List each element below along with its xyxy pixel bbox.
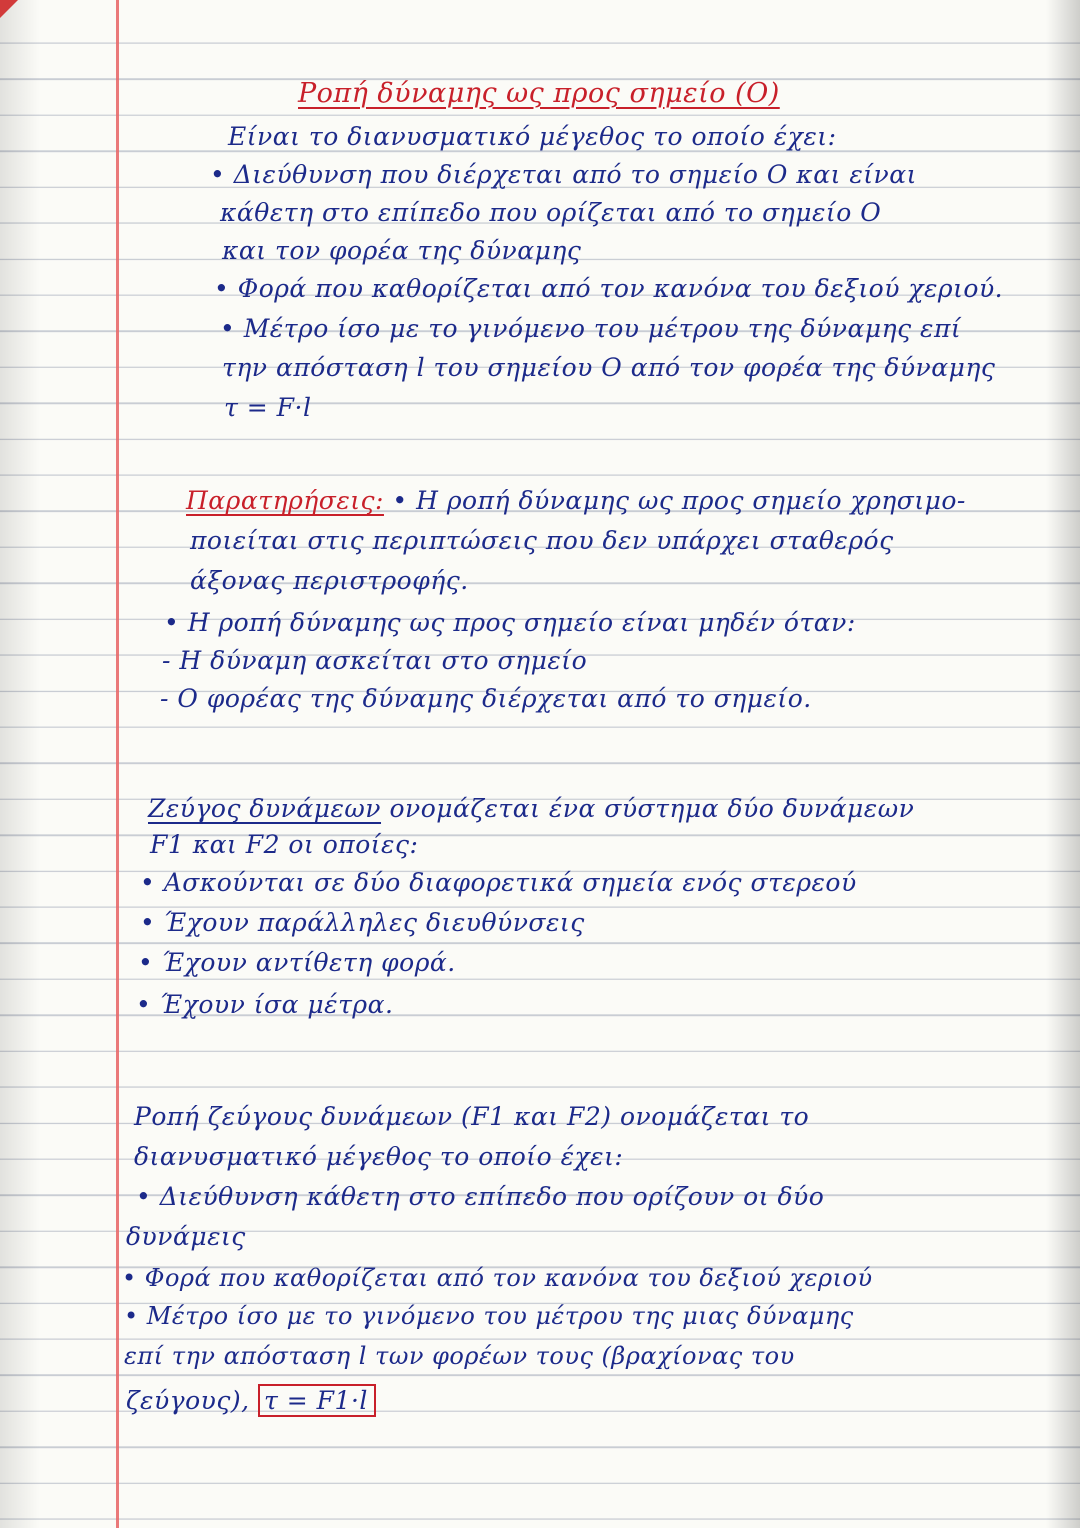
couple-torque-line: δυνάμεις xyxy=(126,1222,246,1251)
couple-torque-last-prefix: ζεύγους), xyxy=(126,1386,250,1415)
remarks-line: ποιείται στις περιπτώσεις που δεν υπάρχει σταθερός xyxy=(190,526,894,555)
section-1-title: Ροπή δύναμης ως προς σημείο (Ο) xyxy=(298,78,780,109)
couple-title: Ζεύγος δυνάμεων xyxy=(148,794,382,823)
couple-torque-last-line xyxy=(126,1386,376,1415)
section-1-line: Είναι το διανυσματικό μέγεθος το οποίο έχει: xyxy=(228,122,837,151)
red-corner-mark xyxy=(0,0,18,18)
remarks-line: άξονας περιστροφής. xyxy=(190,566,469,595)
section-1-line: • Φορά που καθορίζεται από τον κανόνα του δεξιού χεριού. xyxy=(214,274,1004,303)
section-1-line: και τον φορέα της δύναμης xyxy=(222,236,582,265)
boxed-formula: τ = F1·l xyxy=(258,1384,376,1417)
couple-definition-rest: ονομάζεται ένα σύστημα δύο δυνάμεων xyxy=(389,794,915,823)
formula-torque: τ = F·l xyxy=(224,393,312,422)
remarks-line-rest: • Η ροπή δύναμης ως προς σημείο χρησιμο- xyxy=(392,486,966,515)
section-1-line: κάθετη στο επίπεδο που ορίζεται από το σημείο Ο xyxy=(220,198,882,227)
couple-torque-line: • Μέτρο ίσο με το γινόμενο του μέτρου της μιας δύναμης xyxy=(124,1302,854,1330)
couple-torque-line: • Φορά που καθορίζεται από τον κανόνα του δεξιού χεριού xyxy=(122,1264,873,1292)
section-1-line: • Διεύθυνση που διέρχεται από το σημείο Ο και είναι xyxy=(210,160,917,189)
red-margin-line xyxy=(116,0,119,1528)
remarks-line: - Ο φορέας της δύναμης διέρχεται από το σημείο. xyxy=(160,684,812,713)
couple-line: • Έχουν παράλληλες διευθύνσεις xyxy=(140,908,585,937)
section-1-line: την απόσταση l του σημείου Ο από τον φορέα της δύναμης xyxy=(222,353,996,382)
couple-torque-line: επί την απόσταση l των φορέων τους (βραχίονας του xyxy=(124,1342,795,1370)
remarks-line xyxy=(186,486,966,515)
couple-torque-line: Ροπή ζεύγους δυνάμεων (F1 και F2) ονομάζεται το xyxy=(134,1102,810,1131)
section-1-line: • Μέτρο ίσο με το γινόμενο του μέτρου της δύναμης επί xyxy=(220,314,962,343)
couple-line: • Ασκούνται σε δύο διαφορετικά σημεία ενός στερεού xyxy=(140,868,857,897)
remarks-title: Παρατηρήσεις: xyxy=(186,486,384,515)
remarks-line: • Η ροπή δύναμης ως προς σημείο είναι μηδέν όταν: xyxy=(164,608,856,637)
couple-line: • Έχουν αντίθετη φορά. xyxy=(138,948,456,977)
couple-definition-line xyxy=(148,794,914,823)
page-shadow-left xyxy=(0,0,40,1528)
couple-line: • Έχουν ίσα μέτρα. xyxy=(136,990,394,1019)
couple-torque-line: • Διεύθυνση κάθετη στο επίπεδο που ορίζουν οι δύο xyxy=(136,1182,825,1211)
remarks-line: - Η δύναμη ασκείται στο σημείο xyxy=(162,646,588,675)
page-shadow-right xyxy=(1046,0,1080,1528)
couple-line: F1 και F2 οι οποίες: xyxy=(150,830,419,859)
couple-torque-line: διανυσματικό μέγεθος το οποίο έχει: xyxy=(134,1142,624,1171)
